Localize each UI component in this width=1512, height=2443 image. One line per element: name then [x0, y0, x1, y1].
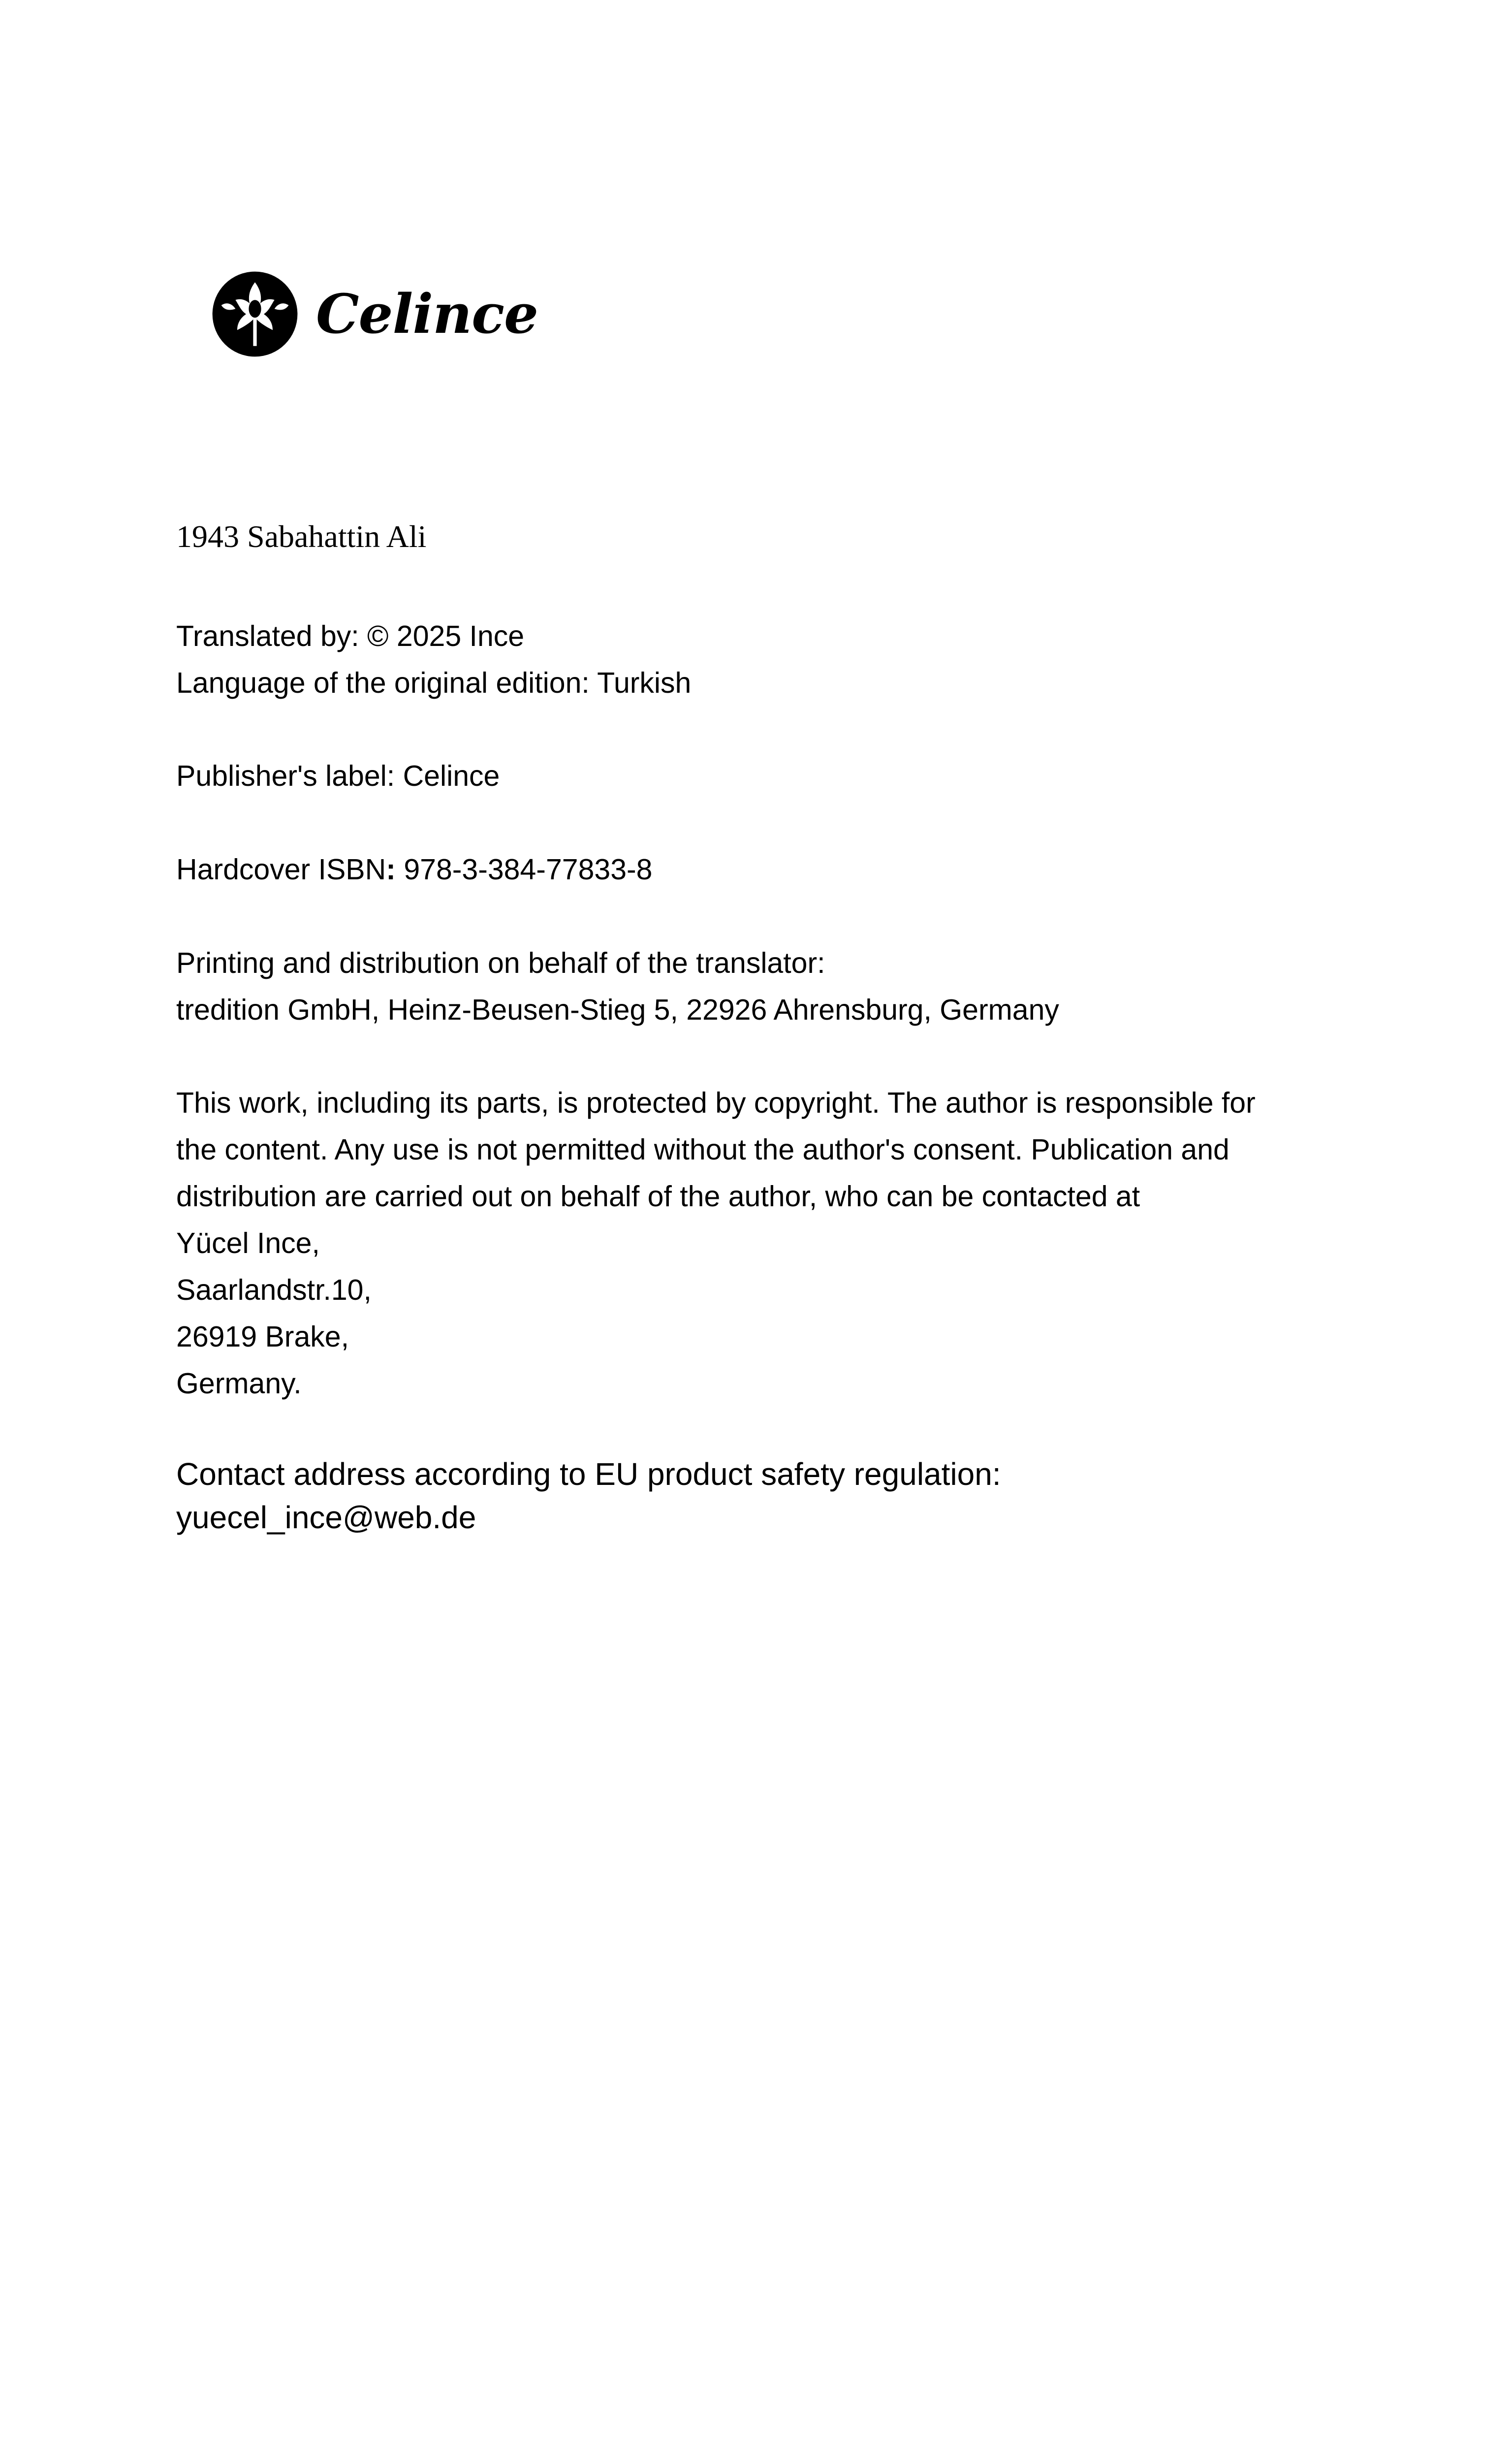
- contact-street: Saarlandstr.10,: [176, 1274, 372, 1306]
- author-line: 1943 Sabahattin Ali: [176, 519, 427, 554]
- logo-wordmark: Celince: [316, 282, 538, 346]
- contact-city: 26919 Brake,: [176, 1320, 349, 1353]
- printing-line-1: Printing and distribution on behalf of the translator:: [176, 947, 825, 979]
- printing-line-2: tredition GmbH, Heinz-Beusen-Stieg 5, 22926 Ahrensburg, Germany: [176, 994, 1059, 1026]
- copyright-line-2: the content. Any use is not permitted without the author's consent. Publication and: [176, 1133, 1229, 1166]
- copyright-line-1: This work, including its parts, is protected by copyright. The author is responsible for: [176, 1087, 1256, 1119]
- eu-contact-line: Contact address according to EU product safety regulation:: [176, 1456, 1001, 1492]
- translated-by: Translated by: © 2025 Ince: [176, 620, 525, 652]
- contact-email: yuecel_ince@web.de: [176, 1500, 476, 1535]
- contact-name: Yücel Ince,: [176, 1227, 320, 1259]
- contact-country: Germany.: [176, 1367, 302, 1400]
- publisher-label: Publisher's label: Celince: [176, 760, 500, 792]
- isbn-value: 978-3-384-77833-8: [395, 853, 653, 886]
- isbn-label: Hardcover ISBN: [176, 853, 386, 886]
- isbn-line: [176, 855, 652, 884]
- celince-emblem-icon: [211, 270, 299, 358]
- publisher-logo: [211, 270, 538, 358]
- isbn-colon: :: [386, 853, 396, 886]
- copyright-line-3: distribution are carried out on behalf of the author, who can be contacted at: [176, 1180, 1140, 1213]
- original-language: Language of the original edition: Turkish: [176, 667, 692, 699]
